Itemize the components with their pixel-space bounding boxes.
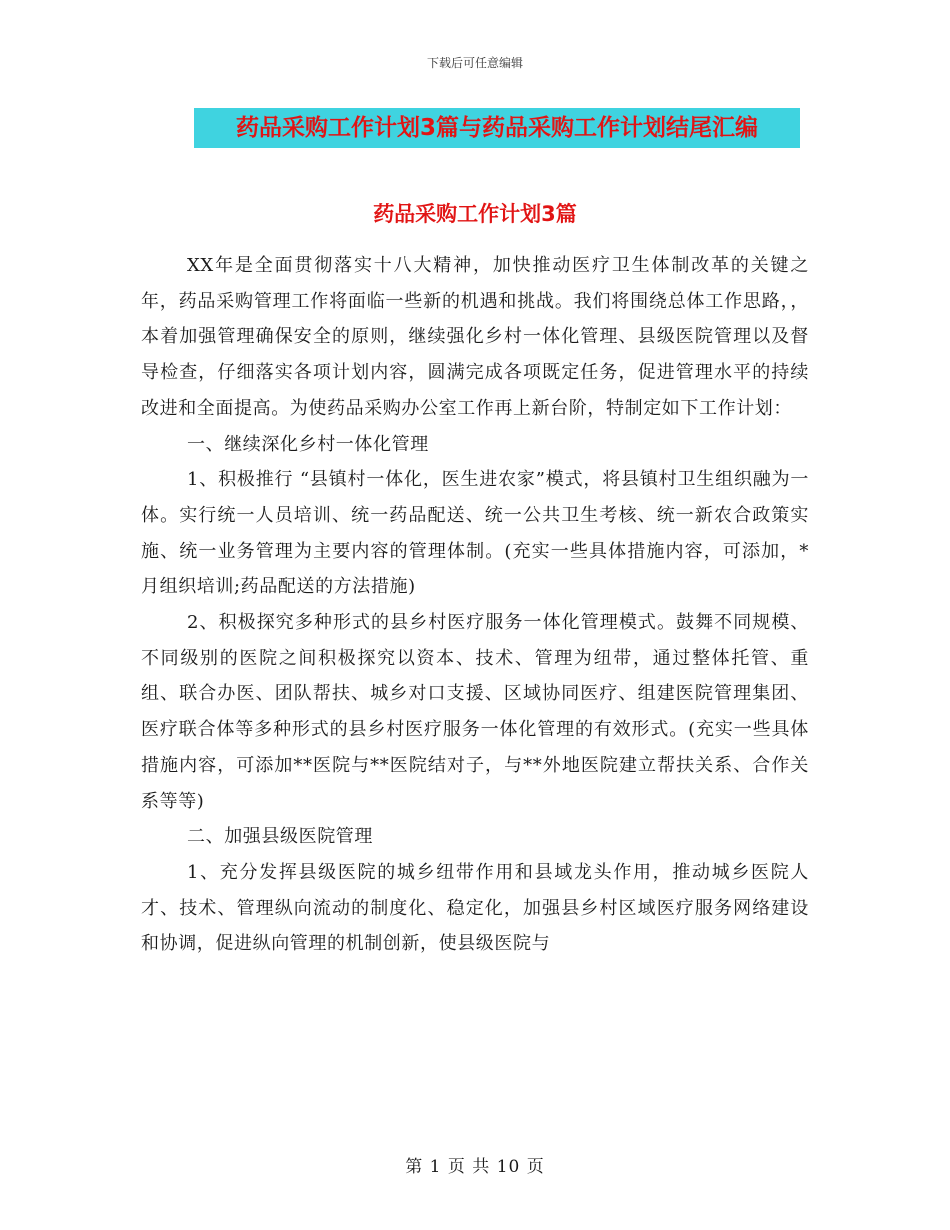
paragraph-item-1-1: 1、积极推行 “县镇村一体化，医生进农家”模式，将县镇村卫生组织融为一体。实行统一人员培训、统一药品配送、统一公共卫生考核、统一新农合政策实施、统一业务管理为主要内容的管理体制。(充实一些具体措施内容，可添加，*月组织培训;药品配送的方法措施) bbox=[141, 469, 809, 598]
paragraph-intro: XX年是全面贯彻落实十八大精神，加快推动医疗卫生体制改革的关键之年，药品采购管理工作将面临一些新的机遇和挑战。我们将围绕总体工作思路，，本着加强管理确保安全的原则，继续强化乡村一体化管理、县级医院管理以及督导检查，仔细落实各项计划内容，圆满完成各项既定任务，促进管理水平的持续改进和全面提高。为使药品采购办公室工作再上新台阶，特制定如下工作计划： bbox=[141, 255, 809, 419]
document-title: 药品采购工作计划3篇与药品采购工作计划结尾汇编 bbox=[235, 115, 758, 141]
section-title: 药品采购工作计划3篇 bbox=[373, 202, 577, 226]
paragraph-item-2-1: 1、充分发挥县级医院的城乡纽带作用和县域龙头作用，推动城乡医院人才、技术、管理纵向流动的制度化、稳定化，加强县乡村区域医疗服务网络建设和协调，促进纵向管理的机制创新，使县级医院与 bbox=[141, 861, 809, 955]
page-header-note: 下载后可任意编辑 bbox=[426, 56, 523, 70]
page-footer: 第 1 页 共 10 页 bbox=[405, 1157, 545, 1177]
document-body bbox=[141, 248, 809, 962]
heading-part-two: 二、加强县级医院管理 bbox=[187, 826, 373, 848]
document-title-highlight bbox=[194, 108, 800, 148]
heading-part-one: 一、继续深化乡村一体化管理 bbox=[187, 433, 429, 455]
paragraph-item-1-2: 2、积极探究多种形式的县乡村医疗服务一体化管理模式。鼓舞不同规模、不同级别的医院之间积极探究以资本、技术、管理为纽带，通过整体托管、重组、联合办医、团队帮扶、城乡对口支援、区域协同医疗、组建医院管理集团、医疗联合体等多种形式的县乡村医疗服务一体化管理的有效形式。(充实一些具体措施内容，可添加**医院与**医院结对子，与**外地医院建立帮扶关系、合作关系等等) bbox=[141, 612, 809, 812]
